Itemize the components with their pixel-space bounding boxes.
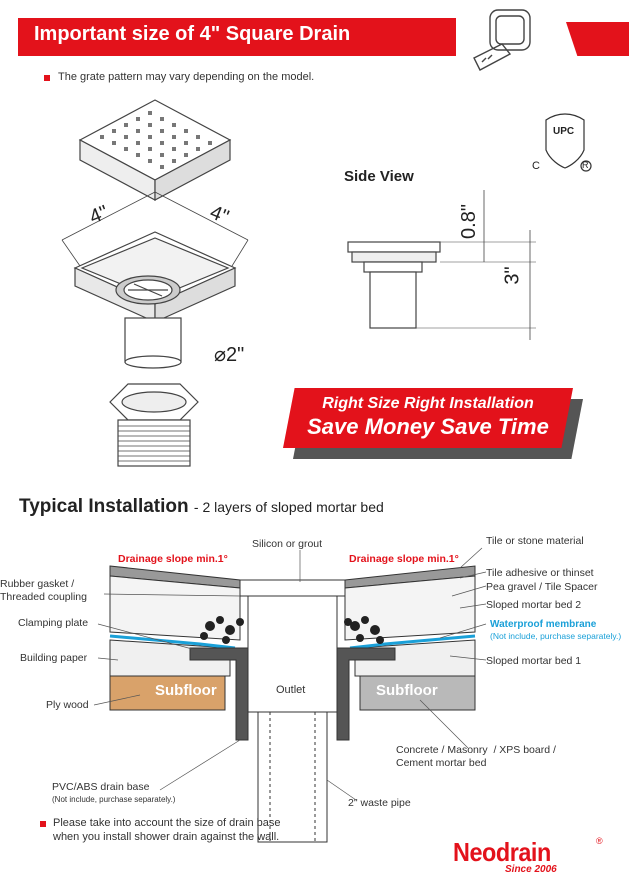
page-title: Important size of 4" Square Drain [34,23,351,45]
label-building-paper: Building paper [20,652,88,664]
drain-top-illustration [80,100,230,200]
label-waterproof-note: (Not include, purchase separately.) [490,631,622,641]
grate-pattern-note: The grate pattern may vary depending on the model. [58,71,315,83]
label-subfloor-right: Subfloor [376,682,438,699]
side-view-title: Side View [344,168,414,185]
label-clamping-plate: Clamping plate [18,617,89,629]
label-outlet: Outlet [276,684,306,696]
label-tile-adhesive: Tile adhesive or thinset [486,567,594,579]
label-waste-pipe: 2" waste pipe [348,797,411,809]
label-concrete: Concrete / Masonry / XPS board / Cement mortar bed [396,744,556,769]
diameter-icon: ⌀ [214,344,227,366]
brand-since: Since 2006 [505,864,557,875]
label-subfloor-left: Subfloor [155,682,217,699]
bottom-note: Please take into account the size of drain base when you install shower drain against the wall. [53,817,281,843]
label-rubber-gasket: Rubber gasket / Threaded coupling [0,578,87,603]
bottom-note-bullet [40,821,46,827]
promo-line-1: Right Size Right Installation [322,395,534,412]
upc-r-mark: R [582,160,589,170]
drain-body-illustration [75,232,235,368]
label-sloped-bed-1: Sloped mortar bed 1 [486,655,582,667]
upc-text: UPC [553,126,575,137]
installation-title: Typical Installation - 2 layers of sloped mortar bed [19,496,384,517]
upc-c-mark: C [532,160,540,172]
label-ply-wood: Ply wood [46,699,89,711]
brand-logo: Neodrain [453,837,551,867]
label-silicon: Silicon or grout [252,538,323,550]
hex-coupling-illustration [110,384,198,466]
dimension-width-a: 4" [86,201,112,229]
tape-measure-icon [474,10,530,70]
dimension-height-top: 0.8" [457,204,480,239]
side-view-illustration [348,190,536,340]
promo-line-2: Save Money Save Time [307,414,549,439]
label-pvc-base: PVC/ABS drain base [52,781,150,793]
dimension-height-body: 3" [501,266,524,285]
dimension-pipe-diameter: ⌀2" [214,344,245,366]
dimension-width-b: 4" [206,201,232,229]
label-pea-gravel: Pea gravel / Tile Spacer [486,581,598,593]
label-waterproof: Waterproof membrane [490,619,597,630]
top-note-bullet [44,75,50,81]
label-pvc-note: (Not include, purchase separately.) [52,795,176,804]
brand-registered-mark: ® [596,836,603,846]
label-slope-right: Drainage slope min.1° [349,553,459,565]
label-slope-left: Drainage slope min.1° [118,553,228,565]
label-sloped-bed-2: Sloped mortar bed 2 [486,599,582,611]
label-tile: Tile or stone material [486,535,584,547]
